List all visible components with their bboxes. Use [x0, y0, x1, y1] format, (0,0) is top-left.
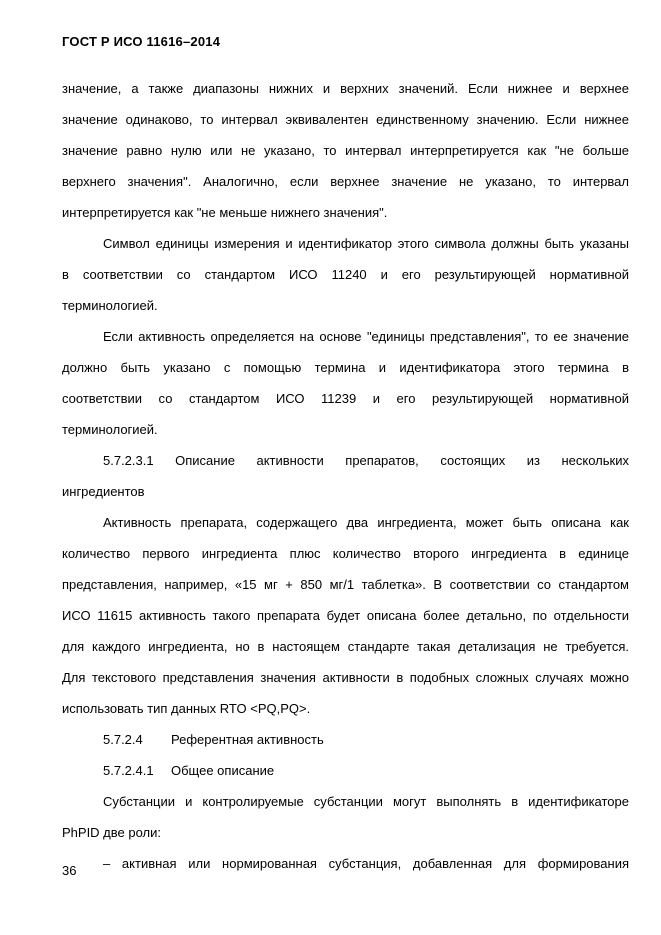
- text-line: терминологией.: [62, 298, 158, 313]
- text-line: количество первого ингредиента плюс количество второго ингредиента в единице: [62, 546, 629, 561]
- text-line: для каждого ингредиента, но в настоящем стандарте такая детализация не требуется.: [62, 639, 629, 654]
- section-title: Общее описание: [171, 763, 275, 778]
- text-line: в соответствии со стандартом ИСО 11240 и его результирующей нормативной: [62, 267, 629, 282]
- section-number: 5.7.2.4: [103, 732, 143, 747]
- paragraph-unit-symbol: [62, 228, 629, 321]
- paragraph-presentation-unit: [62, 321, 629, 445]
- section-heading-line: ингредиентов: [62, 484, 145, 499]
- paragraph-multi-ingredient: [62, 507, 629, 724]
- text-line: использовать тип данных RTO <PQ,PQ>.: [62, 701, 311, 716]
- document-header: ГОСТ Р ИСО 11616–2014: [62, 34, 221, 49]
- section-heading-line: 5.7.2.3.1 Описание активности препаратов, состоящих из нескольких: [103, 453, 629, 468]
- section-heading-5-7-2-4: [62, 724, 629, 755]
- text-line: ИСО 11615 активность такого препарата будет описана более детально, по отдельности: [62, 608, 629, 623]
- paragraph-substance-roles: [62, 786, 629, 848]
- section-heading-5-7-2-3-1: [62, 445, 629, 507]
- section-number: 5.7.2.4.1: [103, 763, 154, 778]
- text-line: Субстанции и контролируемые субстанции могут выполнять в идентификаторе: [103, 794, 629, 809]
- text-line: значение одинаково, то интервал эквивалентен единственному значению. Если нижнее: [62, 112, 629, 127]
- text-line: Символ единицы измерения и идентификатор этого символа должны быть указаны: [103, 236, 629, 251]
- text-line: значение равно нулю или не указано, то интервал интерпретируется как "не больше: [62, 143, 629, 158]
- text-line: представления, например, «15 мг + 850 мг/1 таблетка». В соответствии со стандартом: [62, 577, 629, 592]
- text-line: верхнего значения". Аналогично, если верхнее значение не указано, то интервал: [62, 174, 629, 189]
- text-line: терминологией.: [62, 422, 158, 437]
- section-heading-5-7-2-4-1: [62, 755, 629, 786]
- list-item-active-substance: [62, 848, 629, 879]
- text-line: интерпретируется как "не меньше нижнего значения".: [62, 205, 388, 220]
- text-line: – активная или нормированная субстанция, добавленная для формирования: [103, 856, 629, 871]
- text-line: Если активность определяется на основе "единицы представления", то ее значение: [103, 329, 629, 344]
- page-number: 36: [62, 863, 77, 878]
- page-body: [62, 73, 629, 879]
- section-title: Референтная активность: [171, 732, 324, 747]
- text-line: соответствии со стандартом ИСО 11239 и его результирующей нормативной: [62, 391, 629, 406]
- text-line: значение, а также диапазоны нижних и верхних значений. Если нижнее и верхнее: [62, 81, 629, 96]
- text-line: Активность препарата, содержащего два ингредиента, может быть описана как: [103, 515, 629, 530]
- paragraph-interval: [62, 73, 629, 228]
- text-line: PhPID две роли:: [62, 825, 162, 840]
- text-line: должно быть указано с помощью термина и идентификатора этого термина в: [62, 360, 629, 375]
- text-line: Для текстового представления значения активности в подобных сложных случаях можно: [62, 670, 629, 685]
